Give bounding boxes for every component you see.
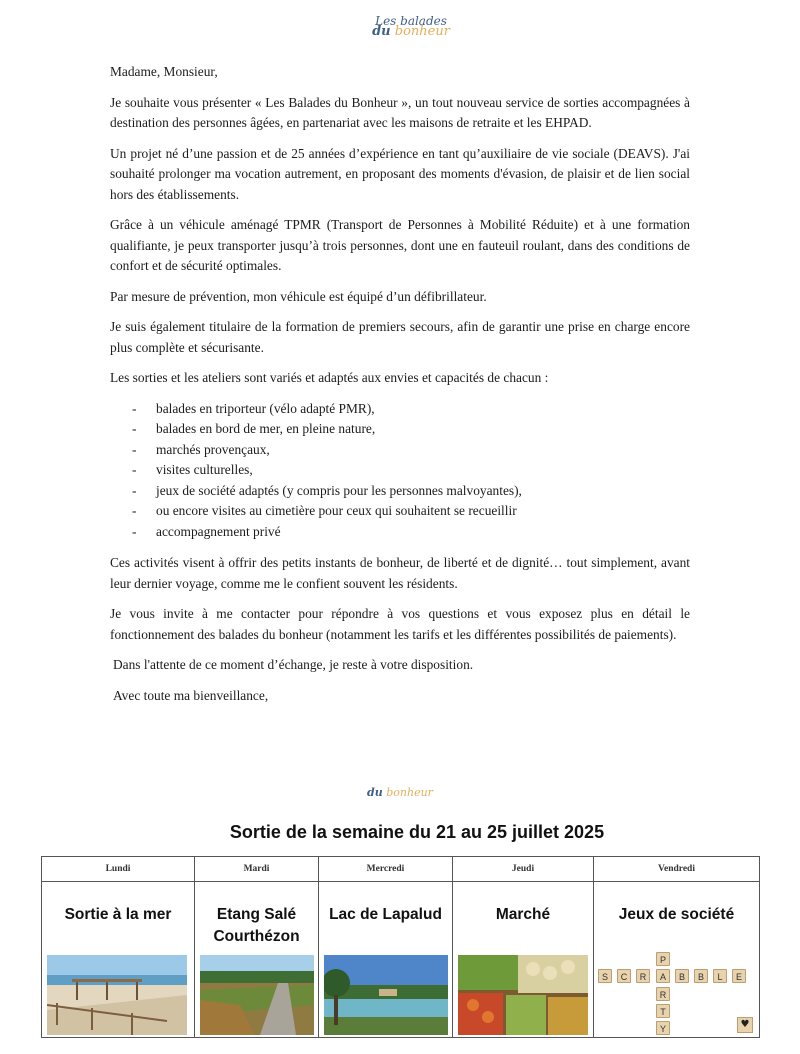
day-header: Lundi	[42, 857, 195, 882]
heart-icon: ♥	[737, 1017, 753, 1033]
tile: E	[732, 969, 746, 983]
activities-list	[110, 399, 690, 543]
day-cell-mardi	[195, 882, 319, 1038]
activity-title: Marché	[495, 906, 551, 923]
pond-photo	[200, 955, 314, 1035]
paragraph: Grâce à un véhicule aménagé TPMR (Transport de Personnes à Mobilité Réduite) et à une formation qualifiante, je peux transporter jusqu’à trois personnes, dont une en fauteuil roulant, dans des conditions de confort et de sécurité optimales.	[110, 217, 690, 273]
schedule-title: Sortie de la semaine du 21 au 25 juillet 2025	[229, 822, 605, 842]
lake-photo	[324, 955, 448, 1035]
logo-bonheur: bonheur	[394, 24, 450, 39]
paragraph: Ces activités visent à offrir des petits instants de bonheur, de liberté et de dignité… tout simplement, avant leur dernier voyage, comme me le confient souvent les résidents.	[110, 555, 690, 591]
activity-title: Sortie à la mer	[64, 906, 172, 923]
day-cell-lundi	[42, 882, 195, 1038]
tile: R	[636, 969, 650, 983]
tile: B	[694, 969, 708, 983]
paragraph: Un projet né d’une passion et de 25 années d’expérience en tant qu’auxiliaire de vie sociale (DEAVS). J'ai souhaité prolonger ma vocation autrement, en proposant des moments d'évasion, de plaisir et de lien social hors des établissements.	[110, 145, 690, 202]
market-photo	[458, 955, 588, 1035]
list-item: - jeux de société adaptés (y compris pour les personnes malvoyantes),	[132, 482, 522, 498]
day-header: Mercredi	[319, 857, 453, 882]
tile: C	[617, 969, 631, 983]
weekly-schedule-table	[41, 856, 760, 1038]
activity-title: Etang Salé Courthézon	[213, 906, 300, 945]
tile: B	[675, 969, 689, 983]
logo-du: du	[372, 24, 391, 39]
tile: L	[713, 969, 727, 983]
list-item: - ou encore visites au cimetière pour ceux qui souhaitent se recueillir	[132, 503, 517, 518]
list-item: - accompagnement privé	[132, 523, 281, 539]
day-cell-vendredi	[594, 882, 760, 1038]
scrabble-tiles	[594, 946, 758, 1037]
tile: S	[598, 969, 612, 983]
list-item: - marchés provençaux,	[132, 441, 270, 457]
list-item: - balades en bord de mer, en pleine nature,	[132, 421, 376, 436]
paragraph: Je suis également titulaire de la formation de premiers secours, afin de garantir une prise en charge encore plus complète et sécurisante.	[110, 319, 690, 355]
logo-small: du bonheur	[367, 786, 433, 799]
logo-top	[366, 14, 456, 46]
paragraph: Je souhaite vous présenter « Les Balades du Bonheur », un tout nouveau service de sorties accompagnées à destination des personnes âgées, en partenariat avec les maisons de retraite et les EHPAD.	[110, 94, 690, 130]
day-header: Mardi	[195, 857, 319, 882]
day-cell-jeudi	[453, 882, 594, 1038]
paragraph: Par mesure de prévention, mon véhicule est équipé d’un défibrillateur.	[110, 288, 487, 304]
tile: R	[656, 987, 670, 1001]
tile: P	[656, 952, 670, 966]
table-row	[42, 882, 760, 1038]
salutation: Madame, Monsieur,	[110, 64, 218, 79]
logo-line1: Les balades	[375, 14, 447, 25]
activity-title: Lac de Lapalud	[329, 906, 442, 923]
list-item: - balades en triporteur (vélo adapté PMR),	[132, 400, 375, 416]
day-cell-mercredi	[319, 882, 453, 1038]
tile: T	[656, 1004, 670, 1018]
paragraph: Je vous invite à me contacter pour répondre à vos questions et vous exposez plus en détail le fonctionnement des balades du bonheur (notamment les tarifs et les différentes possibilités de paiements).	[110, 606, 690, 642]
beach-photo	[47, 955, 187, 1035]
day-header: Jeudi	[453, 857, 594, 882]
closing: Avec toute ma bienveillance,	[113, 687, 269, 703]
paragraph: Dans l'attente de ce moment d’échange, je reste à votre disposition.	[113, 657, 474, 672]
table-header-row	[42, 857, 760, 882]
list-item: - visites culturelles,	[132, 462, 253, 477]
paragraph: Les sorties et les ateliers sont variés et adaptés aux envies et capacités de chacun :	[110, 370, 549, 385]
activity-title: Jeux de société	[618, 906, 735, 923]
day-header: Vendredi	[594, 857, 760, 882]
tile: Y	[656, 1021, 670, 1035]
tile: A	[656, 969, 670, 983]
letter-body	[110, 62, 690, 716]
